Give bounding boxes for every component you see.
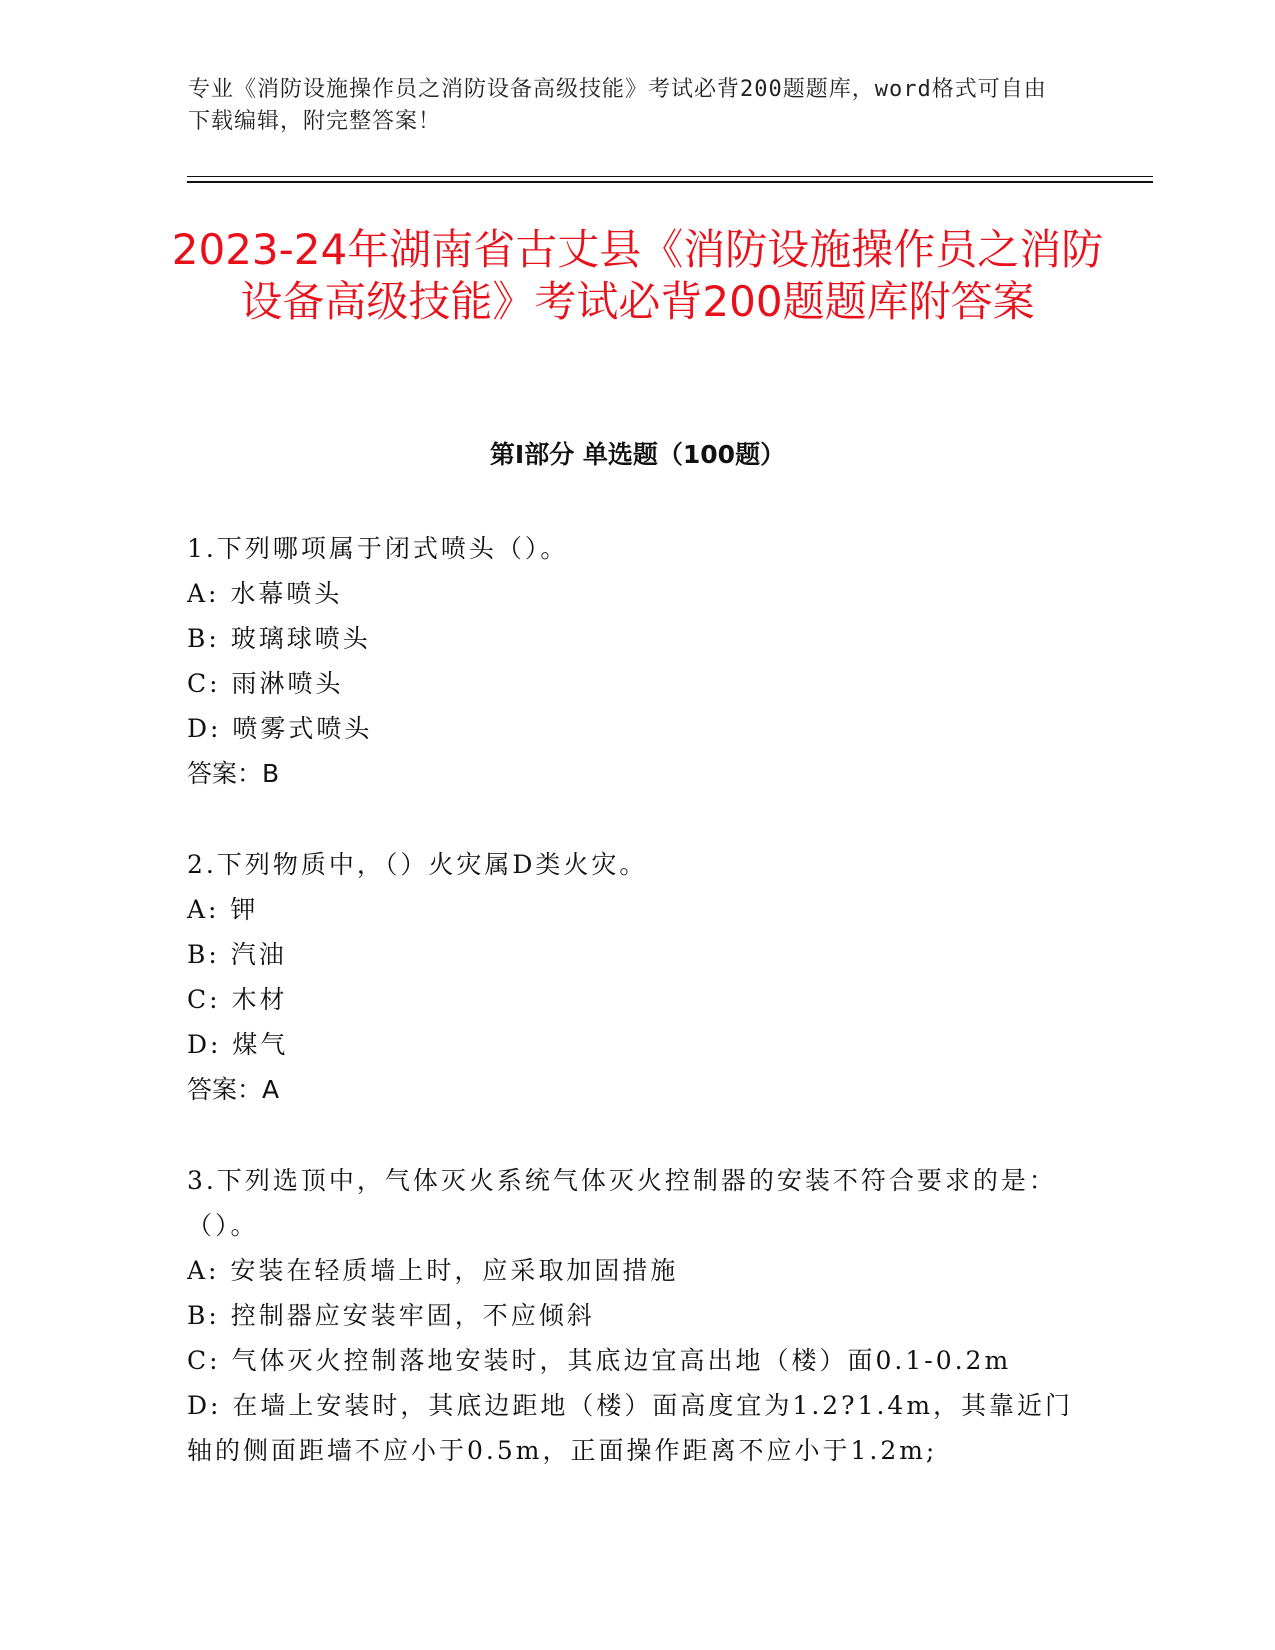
header-divider-thick	[187, 181, 1153, 183]
option-b: B: 玻璃球喷头	[187, 624, 371, 653]
question-stem: 2.下列物质中，（）火灾属D类火灾。	[187, 850, 648, 879]
header-note: 专业《消防设施操作员之消防设备高级技能》考试必背200题题库，word格式可自由下载编辑，附完整答案！	[188, 77, 1047, 134]
answer: 答案：B	[187, 759, 280, 788]
option-c: C: 雨淋喷头	[187, 669, 344, 698]
option-d: D: 喷雾式喷头	[187, 714, 373, 743]
option-a: A: 钾	[187, 895, 259, 924]
option-c: C: 气体灭火控制落地安装时，其底边宜高出地（楼）面0.1-0.2m	[187, 1346, 1012, 1375]
document-title: 2023-24年湖南省古丈县《消防设施操作员之消防设备高级技能》考试必背200题题库附答案	[171, 225, 1104, 326]
option-b: B: 控制器应安装牢固，不应倾斜	[187, 1301, 595, 1330]
option-c: C: 木材	[187, 985, 288, 1014]
option-b: B: 汽油	[187, 940, 287, 969]
option-d: D: 在墙上安装时，其底边距地（楼）面高度宜为1.2?1.4m，其靠近门轴的侧面距墙不应小于0.5m，正面操作距离不应小于1.2m;	[187, 1391, 1074, 1465]
option-d: D: 煤气	[187, 1030, 289, 1059]
answer: 答案：A	[187, 1075, 280, 1104]
question-3	[187, 1158, 1087, 1473]
question-2	[187, 842, 1087, 1112]
section-title: 第Ⅰ部分 单选题（100题）	[489, 440, 786, 469]
question-list	[187, 526, 1087, 1519]
question-stem: 1.下列哪项属于闭式喷头（）。	[187, 534, 569, 563]
option-a: A: 安装在轻质墙上时，应采取加固措施	[187, 1256, 679, 1285]
question-1	[187, 526, 1087, 796]
option-a: A: 水幕喷头	[187, 579, 343, 608]
question-stem: 3.下列选顶中，气体灭火系统气体灭火控制器的安装不符合要求的是：（）。	[187, 1166, 1057, 1240]
header-divider-thin	[187, 176, 1153, 177]
